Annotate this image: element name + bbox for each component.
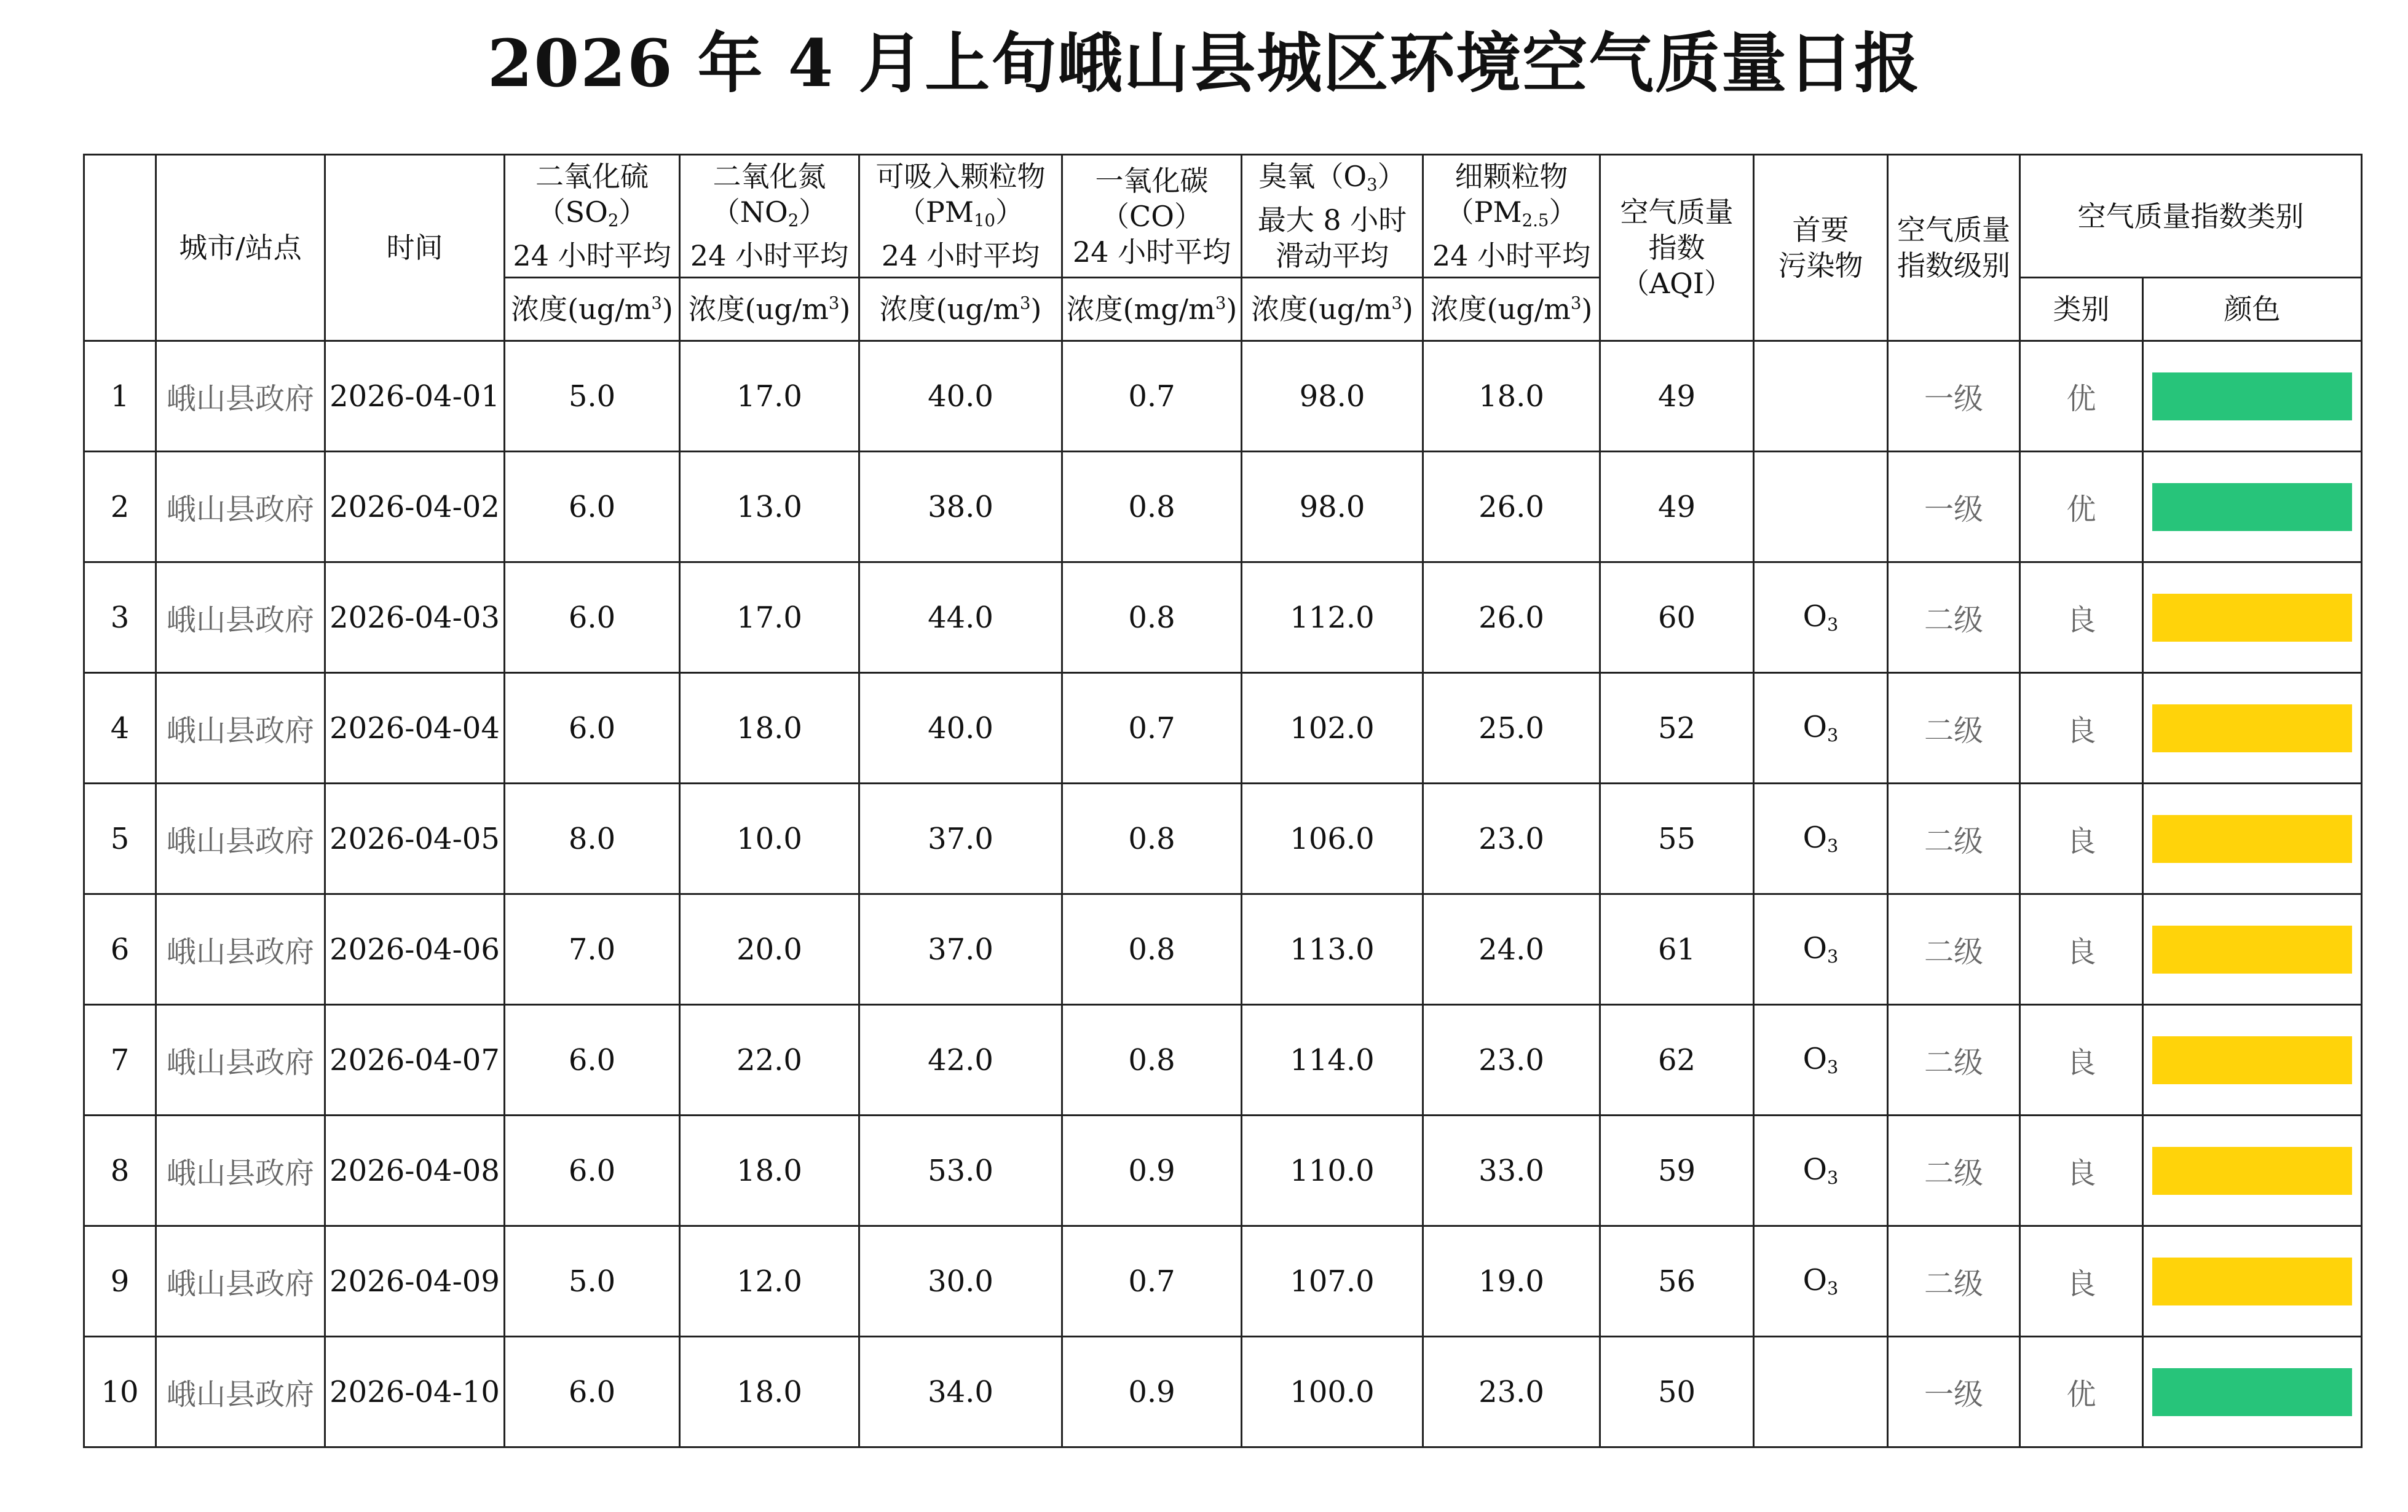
cell-aqi-level: 二级 — [1888, 894, 2020, 1005]
header-primary-pollutant: 首要 污染物 — [1754, 155, 1888, 341]
cell-no2: 18.0 — [680, 1116, 859, 1226]
cell-aqi-level: 二级 — [1888, 673, 2020, 784]
cell-index: 9 — [84, 1226, 156, 1337]
table-row — [84, 341, 2362, 452]
cell-aqi-level: 二级 — [1888, 784, 2020, 894]
cell-o3: 106.0 — [1242, 784, 1423, 894]
cell-no2: 10.0 — [680, 784, 859, 894]
cell-aqi: 50 — [1600, 1337, 1754, 1447]
cell-pm25: 23.0 — [1423, 1005, 1600, 1116]
cell-aqi: 52 — [1600, 673, 1754, 784]
cell-index: 6 — [84, 894, 156, 1005]
cell-category: 良 — [2020, 1005, 2143, 1116]
header-aqi-level: 空气质量 指数级别 — [1888, 155, 2020, 341]
cell-primary-pollutant: $O_3$ — [1754, 1116, 1888, 1226]
header-so2: 二氧化硫 $(SO_2)$ 24 小时平均 — [505, 155, 680, 278]
cell-station: 峨山县政府 — [156, 1116, 325, 1226]
cell-date: 2026-04-07 — [325, 1005, 505, 1116]
cell-o3: 114.0 — [1242, 1005, 1423, 1116]
cell-pm25: 33.0 — [1423, 1116, 1600, 1226]
cell-co: 0.8 — [1062, 562, 1242, 673]
table-row — [84, 1116, 2362, 1226]
page-title: 2026 年 4 月上旬峨山县城区环境空气质量日报 — [487, 25, 1921, 101]
cell-primary-pollutant: $O_3$ — [1754, 1226, 1888, 1337]
cell-color — [2143, 784, 2362, 894]
cell-color — [2143, 673, 2362, 784]
cell-color — [2143, 452, 2362, 562]
cell-aqi: 60 — [1600, 562, 1754, 673]
cell-station: 峨山县政府 — [156, 784, 325, 894]
table-body — [84, 341, 2362, 1447]
cell-o3: 100.0 — [1242, 1337, 1423, 1447]
cell-aqi-level: 一级 — [1888, 341, 2020, 452]
cell-pm10: 40.0 — [859, 673, 1062, 784]
cell-primary-pollutant: $O_3$ — [1754, 894, 1888, 1005]
color-swatch — [2152, 815, 2352, 863]
cell-no2: 12.0 — [680, 1226, 859, 1337]
cell-pm25: 19.0 — [1423, 1226, 1600, 1337]
header-o3: 臭氧$(O_3)$ 最大 8 小时 滑动平均 — [1242, 155, 1423, 278]
cell-so2: 5.0 — [505, 1226, 680, 1337]
cell-aqi-level: 一级 — [1888, 452, 2020, 562]
cell-index: 5 — [84, 784, 156, 894]
cell-pm10: 37.0 — [859, 894, 1062, 1005]
cell-no2: 22.0 — [680, 1005, 859, 1116]
cell-category: 良 — [2020, 784, 2143, 894]
cell-date: 2026-04-02 — [325, 452, 505, 562]
cell-so2: 6.0 — [505, 562, 680, 673]
cell-station: 峨山县政府 — [156, 1337, 325, 1447]
cell-so2: 7.0 — [505, 894, 680, 1005]
cell-co: 0.8 — [1062, 784, 1242, 894]
cell-pm25: 26.0 — [1423, 452, 1600, 562]
cell-o3: 107.0 — [1242, 1226, 1423, 1337]
cell-pm25: 24.0 — [1423, 894, 1600, 1005]
cell-aqi: 62 — [1600, 1005, 1754, 1116]
cell-pm10: 30.0 — [859, 1226, 1062, 1337]
cell-date: 2026-04-08 — [325, 1116, 505, 1226]
header-aqi-category-group: 空气质量指数类别 — [2020, 155, 2362, 278]
cell-color — [2143, 341, 2362, 452]
cell-date: 2026-04-01 — [325, 341, 505, 452]
table-row — [84, 562, 2362, 673]
cell-index: 8 — [84, 1116, 156, 1226]
cell-date: 2026-04-06 — [325, 894, 505, 1005]
header-station: 城市/站点 — [156, 155, 325, 341]
cell-no2: 17.0 — [680, 562, 859, 673]
cell-so2: 6.0 — [505, 673, 680, 784]
cell-aqi: 49 — [1600, 341, 1754, 452]
color-swatch — [2152, 1258, 2352, 1305]
unit-so2: 浓度$(ug/m^3)$ — [505, 278, 680, 341]
cell-aqi: 56 — [1600, 1226, 1754, 1337]
cell-category: 良 — [2020, 673, 2143, 784]
color-swatch — [2152, 1147, 2352, 1195]
cell-index: 1 — [84, 341, 156, 452]
cell-o3: 113.0 — [1242, 894, 1423, 1005]
color-swatch — [2152, 483, 2352, 531]
cell-category: 优 — [2020, 1337, 2143, 1447]
cell-so2: 6.0 — [505, 1337, 680, 1447]
cell-so2: 5.0 — [505, 341, 680, 452]
cell-co: 0.8 — [1062, 894, 1242, 1005]
cell-no2: 18.0 — [680, 1337, 859, 1447]
header-category: 类别 — [2020, 278, 2143, 341]
cell-so2: 8.0 — [505, 784, 680, 894]
cell-aqi-level: 二级 — [1888, 1116, 2020, 1226]
unit-pm25: 浓度$(ug/m^3)$ — [1423, 278, 1600, 341]
cell-station: 峨山县政府 — [156, 1226, 325, 1337]
table-row — [84, 673, 2362, 784]
cell-color — [2143, 1116, 2362, 1226]
cell-date: 2026-04-09 — [325, 1226, 505, 1337]
cell-aqi: 49 — [1600, 452, 1754, 562]
cell-index: 7 — [84, 1005, 156, 1116]
cell-o3: 98.0 — [1242, 452, 1423, 562]
cell-primary-pollutant: $O_3$ — [1754, 784, 1888, 894]
cell-station: 峨山县政府 — [156, 1005, 325, 1116]
cell-date: 2026-04-03 — [325, 562, 505, 673]
table-row — [84, 1005, 2362, 1116]
cell-co: 0.7 — [1062, 673, 1242, 784]
cell-pm10: 44.0 — [859, 562, 1062, 673]
cell-pm10: 37.0 — [859, 784, 1062, 894]
cell-category: 良 — [2020, 1226, 2143, 1337]
cell-aqi-level: 一级 — [1888, 1337, 2020, 1447]
header-pm10: 可吸入颗粒物 $(PM_{10})$ 24 小时平均 — [859, 155, 1062, 278]
cell-no2: 18.0 — [680, 673, 859, 784]
header-index — [84, 155, 156, 341]
unit-co: 浓度$(mg/m^3)$ — [1062, 278, 1242, 341]
cell-index: 4 — [84, 673, 156, 784]
cell-pm10: 34.0 — [859, 1337, 1062, 1447]
unit-pm10: 浓度$(ug/m^3)$ — [859, 278, 1062, 341]
cell-co: 0.7 — [1062, 1226, 1242, 1337]
color-swatch — [2152, 1368, 2352, 1416]
cell-category: 优 — [2020, 452, 2143, 562]
cell-primary-pollutant — [1754, 452, 1888, 562]
air-quality-table — [83, 154, 2363, 1448]
cell-primary-pollutant: $O_3$ — [1754, 1005, 1888, 1116]
cell-pm25: 18.0 — [1423, 341, 1600, 452]
header-color: 颜色 — [2143, 278, 2362, 341]
table-row — [84, 784, 2362, 894]
cell-date: 2026-04-05 — [325, 784, 505, 894]
cell-no2: 13.0 — [680, 452, 859, 562]
cell-primary-pollutant — [1754, 1337, 1888, 1447]
color-swatch — [2152, 372, 2352, 420]
cell-so2: 6.0 — [505, 1005, 680, 1116]
cell-pm10: 40.0 — [859, 341, 1062, 452]
cell-station: 峨山县政府 — [156, 341, 325, 452]
cell-o3: 112.0 — [1242, 562, 1423, 673]
cell-color — [2143, 562, 2362, 673]
cell-pm25: 25.0 — [1423, 673, 1600, 784]
header-time: 时间 — [325, 155, 505, 341]
cell-date: 2026-04-04 — [325, 673, 505, 784]
cell-pm25: 26.0 — [1423, 562, 1600, 673]
cell-color — [2143, 1005, 2362, 1116]
cell-aqi: 59 — [1600, 1116, 1754, 1226]
cell-date: 2026-04-10 — [325, 1337, 505, 1447]
cell-color — [2143, 1337, 2362, 1447]
cell-category: 良 — [2020, 562, 2143, 673]
cell-category: 良 — [2020, 894, 2143, 1005]
cell-aqi: 61 — [1600, 894, 1754, 1005]
header-no2: 二氧化氮 $(NO_2)$ 24 小时平均 — [680, 155, 859, 278]
color-swatch — [2152, 594, 2352, 642]
cell-category: 良 — [2020, 1116, 2143, 1226]
cell-pm10: 53.0 — [859, 1116, 1062, 1226]
cell-no2: 17.0 — [680, 341, 859, 452]
table-row — [84, 894, 2362, 1005]
cell-co: 0.7 — [1062, 341, 1242, 452]
cell-pm25: 23.0 — [1423, 1337, 1600, 1447]
cell-primary-pollutant — [1754, 341, 1888, 452]
color-swatch — [2152, 1036, 2352, 1084]
cell-station: 峨山县政府 — [156, 452, 325, 562]
cell-aqi-level: 二级 — [1888, 1005, 2020, 1116]
cell-so2: 6.0 — [505, 1116, 680, 1226]
cell-color — [2143, 1226, 2362, 1337]
cell-color — [2143, 894, 2362, 1005]
cell-index: 2 — [84, 452, 156, 562]
header-aqi: 空气质量 指数 （AQI） — [1600, 155, 1754, 341]
cell-co: 0.8 — [1062, 452, 1242, 562]
color-swatch — [2152, 704, 2352, 752]
cell-aqi-level: 二级 — [1888, 1226, 2020, 1337]
cell-o3: 98.0 — [1242, 341, 1423, 452]
cell-so2: 6.0 — [505, 452, 680, 562]
unit-o3: 浓度$(ug/m^3)$ — [1242, 278, 1423, 341]
cell-index: 10 — [84, 1337, 156, 1447]
cell-aqi-level: 二级 — [1888, 562, 2020, 673]
cell-pm10: 38.0 — [859, 452, 1062, 562]
cell-primary-pollutant: $O_3$ — [1754, 562, 1888, 673]
cell-co: 0.8 — [1062, 1005, 1242, 1116]
cell-o3: 110.0 — [1242, 1116, 1423, 1226]
cell-station: 峨山县政府 — [156, 894, 325, 1005]
cell-no2: 20.0 — [680, 894, 859, 1005]
table-row — [84, 452, 2362, 562]
cell-pm10: 42.0 — [859, 1005, 1062, 1116]
table-row — [84, 1226, 2362, 1337]
cell-index: 3 — [84, 562, 156, 673]
cell-category: 优 — [2020, 341, 2143, 452]
cell-co: 0.9 — [1062, 1116, 1242, 1226]
header-co: 一氧化碳 （CO） 24 小时平均 — [1062, 155, 1242, 278]
cell-aqi: 55 — [1600, 784, 1754, 894]
table-row — [84, 1337, 2362, 1447]
color-swatch — [2152, 926, 2352, 974]
header-row-1 — [84, 155, 2362, 278]
unit-no2: 浓度$(ug/m^3)$ — [680, 278, 859, 341]
cell-station: 峨山县政府 — [156, 673, 325, 784]
cell-co: 0.9 — [1062, 1337, 1242, 1447]
cell-station: 峨山县政府 — [156, 562, 325, 673]
cell-pm25: 23.0 — [1423, 784, 1600, 894]
cell-primary-pollutant: $O_3$ — [1754, 673, 1888, 784]
cell-o3: 102.0 — [1242, 673, 1423, 784]
header-pm25: 细颗粒物 $(PM_{2.5})$ 24 小时平均 — [1423, 155, 1600, 278]
